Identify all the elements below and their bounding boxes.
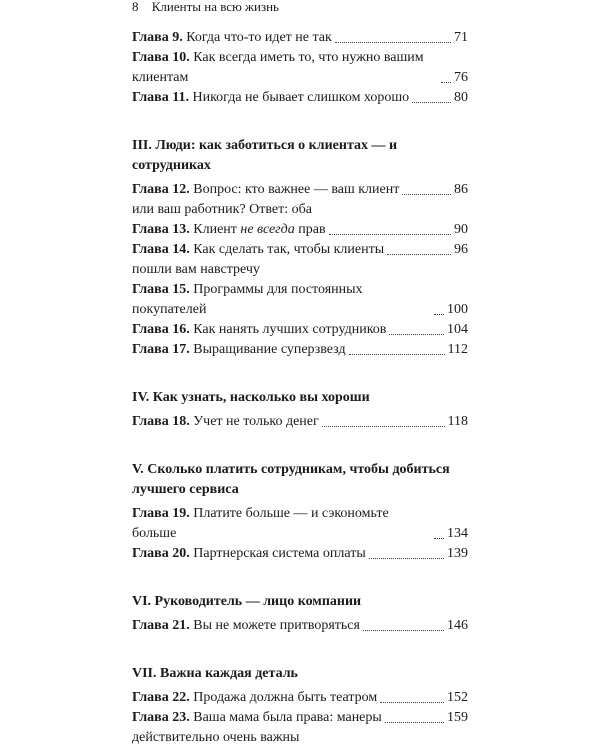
leader-dots — [441, 82, 451, 83]
leader-dots — [380, 702, 444, 703]
leader-dots — [387, 254, 451, 255]
page-ref: 76 — [454, 70, 468, 85]
chapter-title: Никогда не бывает слишком хорошо — [192, 90, 410, 105]
chapter-title: Партнерская система оплаты — [193, 546, 366, 561]
toc-block — [132, 460, 468, 564]
toc-entry — [132, 616, 468, 636]
chapter-title-post: прав — [294, 222, 326, 237]
chapter-number: Глава 10. — [132, 50, 190, 65]
leader-dots — [363, 630, 444, 631]
toc-entry — [132, 280, 468, 320]
chapter-title: Учет не только денег — [193, 414, 319, 429]
chapter-number: Глава 15. — [132, 282, 190, 297]
toc-entry — [132, 88, 468, 108]
page-ref: 71 — [454, 30, 468, 45]
leader-dots — [369, 558, 444, 559]
toc-block — [132, 664, 468, 748]
toc-entry — [132, 28, 468, 48]
leader-dots — [322, 426, 445, 427]
page-ref: 104 — [447, 322, 468, 337]
toc-entry — [132, 220, 468, 240]
chapter-title: Программы для постоянных покупателей — [132, 282, 363, 317]
chapter-title-emphasis: не всегда — [240, 222, 295, 237]
chapter-number: Глава 22. — [132, 690, 190, 705]
section-heading: IV. Как узнать, насколько вы хороши — [132, 390, 370, 405]
page-ref: 86 — [454, 182, 468, 197]
page-ref: 134 — [447, 526, 468, 541]
page-ref: 96 — [454, 242, 468, 257]
leader-dots — [412, 102, 451, 103]
section-heading: VII. Важна каждая деталь — [132, 666, 298, 681]
toc-entry — [132, 412, 468, 432]
chapter-number: Глава 11. — [132, 90, 189, 105]
chapter-number: Глава 20. — [132, 546, 190, 561]
toc-entry — [132, 180, 468, 200]
chapter-title: Вы не можете притворяться — [193, 618, 360, 633]
chapter-number: Глава 17. — [132, 342, 190, 357]
section-heading: VI. Руководитель — лицо компании — [132, 594, 362, 609]
toc-entry — [132, 504, 468, 544]
chapter-number: Глава 21. — [132, 618, 190, 633]
chapter-title: Как нанять лучших сотрудников — [193, 322, 387, 337]
chapter-number: Глава 9. — [132, 30, 183, 45]
leader-dots — [389, 334, 444, 335]
page-ref: 90 — [454, 222, 468, 237]
leader-dots — [349, 354, 445, 355]
chapter-title-continuation: пошли вам навстречу — [132, 262, 260, 277]
toc-block — [132, 388, 468, 432]
chapter-title: Как сделать так, чтобы клиенты — [193, 242, 385, 257]
section-heading: III. Люди: как заботиться о клиентах — и сотрудниках — [132, 138, 398, 173]
page-ref: 159 — [447, 710, 468, 725]
chapter-number: Глава 16. — [132, 322, 190, 337]
page-ref: 152 — [447, 690, 468, 705]
chapter-number: Глава 13. — [132, 222, 190, 237]
leader-dots — [385, 722, 444, 723]
toc-entry — [132, 48, 468, 88]
page-ref: 146 — [447, 618, 468, 633]
toc-block — [132, 592, 468, 636]
toc-entry — [132, 340, 468, 360]
chapter-title: Вопрос: кто важнее — ваш клиент — [193, 182, 400, 197]
chapter-title: Когда что-то идет не так — [186, 30, 332, 45]
section-heading: V. Сколько платить сотрудникам, чтобы добиться лучшего сервиса — [132, 462, 450, 497]
chapter-number: Глава 19. — [132, 506, 190, 521]
chapter-title: Платите больше — и сэкономьте больше — [132, 506, 389, 541]
chapter-title: Как всегда иметь то, что нужно вашим клиентам — [132, 50, 424, 85]
leader-dots — [335, 42, 451, 43]
leader-dots — [329, 234, 451, 235]
toc-entry — [132, 688, 468, 708]
chapter-title-continuation: действительно очень важны — [132, 730, 300, 745]
toc-block — [132, 136, 468, 360]
chapter-title-continuation: или ваш работник? Ответ: оба — [132, 202, 312, 217]
page-number: 8 — [132, 0, 139, 14]
running-head — [132, 0, 279, 15]
toc-entry — [132, 320, 468, 340]
toc-block — [132, 28, 468, 108]
chapter-title: Ваша мама была права: манеры — [193, 710, 382, 725]
book-title: Клиенты на всю жизнь — [151, 0, 279, 14]
chapter-number: Глава 23. — [132, 710, 190, 725]
toc-entry — [132, 240, 468, 260]
page-ref: 80 — [454, 90, 468, 105]
page-ref: 100 — [447, 302, 468, 317]
chapter-title-pre: Клиент — [193, 222, 241, 237]
toc-entry — [132, 708, 468, 728]
chapter-number: Глава 12. — [132, 182, 190, 197]
chapter-number: Глава 18. — [132, 414, 190, 429]
toc-entry — [132, 544, 468, 564]
page-ref: 118 — [447, 414, 468, 429]
chapter-title: Продажа должна быть театром — [193, 690, 378, 705]
chapter-title: Выращивание суперзвезд — [193, 342, 346, 357]
leader-dots — [402, 194, 451, 195]
table-of-contents — [132, 28, 468, 748]
page-ref: 139 — [447, 546, 468, 561]
leader-dots — [434, 538, 444, 539]
page-ref: 112 — [447, 342, 468, 357]
chapter-number: Глава 14. — [132, 242, 190, 257]
leader-dots — [434, 314, 444, 315]
